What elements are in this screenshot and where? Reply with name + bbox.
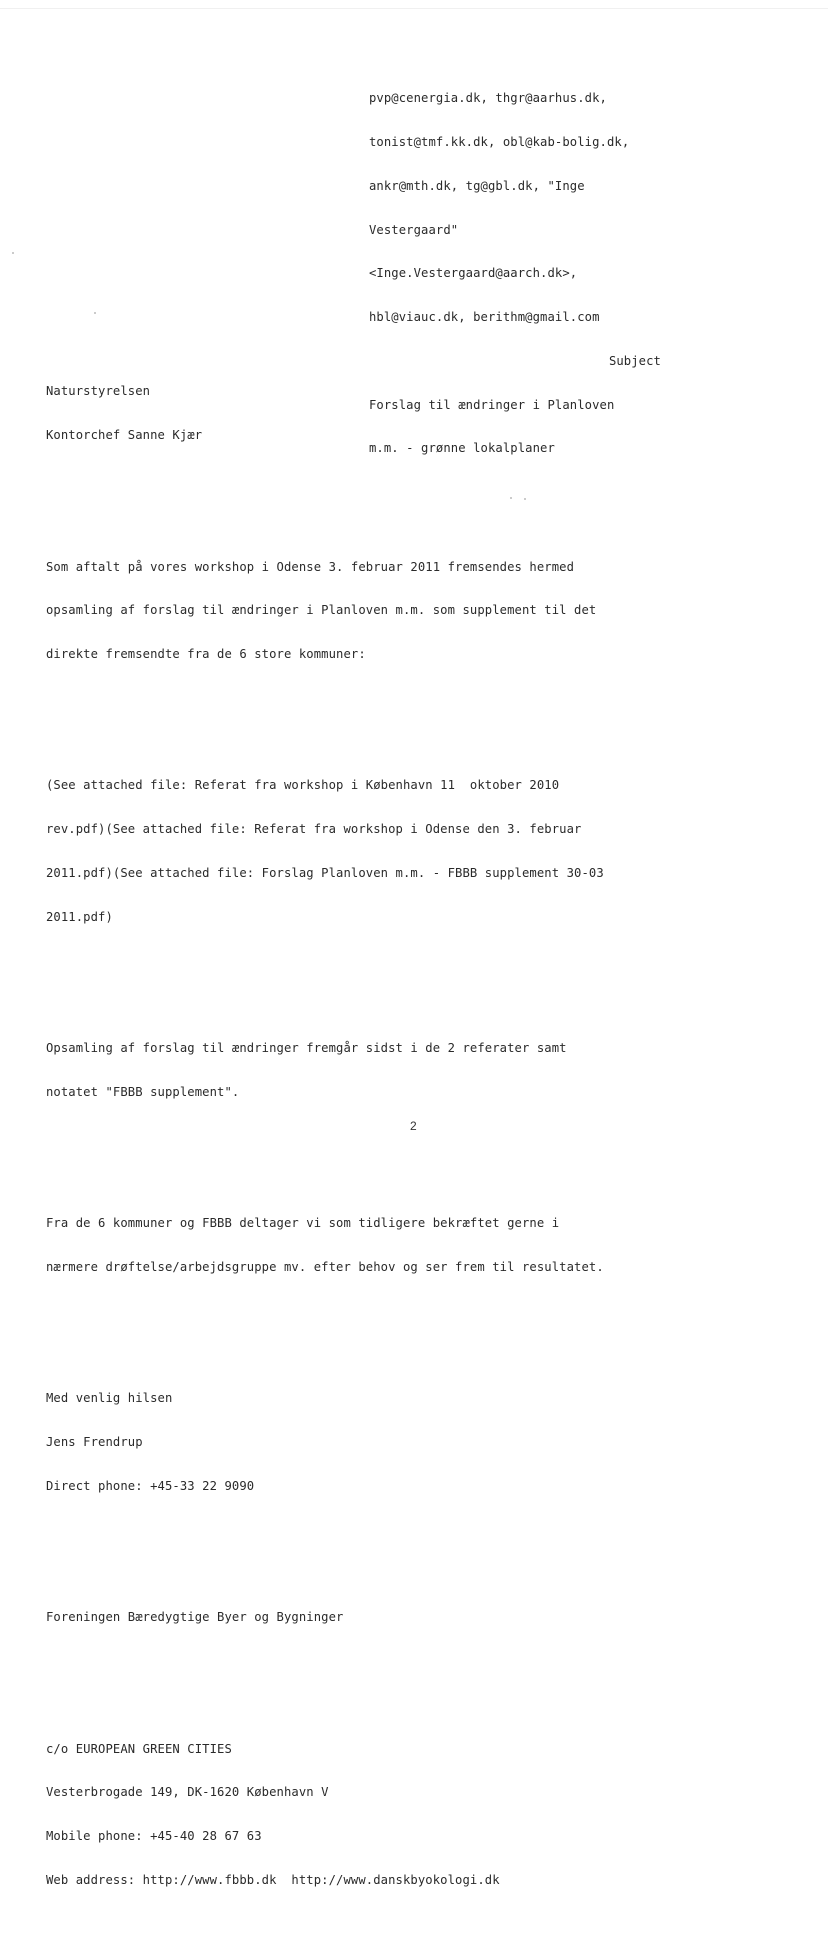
page-number: 2 <box>410 1119 417 1133</box>
scan-speck <box>94 312 96 314</box>
organization-block <box>46 1581 786 1654</box>
web-address-line: Web address: http://www.fbbb.dk http://www.danskbyokologi.dk <box>46 1872 500 1887</box>
addressee-line: Kontorchef Sanne Kjær <box>46 428 203 443</box>
subject-line: m.m. - grønne lokalplaner <box>369 441 555 456</box>
recipient-line: <Inge.Vestergaard@aarch.dk>, <box>369 266 578 281</box>
attachment-line: rev.pdf)(See attached file: Referat fra workshop i Odense den 3. februar <box>46 822 582 837</box>
summary-line: Opsamling af forslag til ændringer fremgår sidst i de 2 referater samt <box>46 1041 567 1056</box>
intro-line: opsamling af forslag til ændringer i Planloven m.m. som supplement til det <box>46 603 597 618</box>
summary-paragraph <box>46 1012 786 1129</box>
attachments-paragraph <box>46 749 786 953</box>
scan-speck <box>524 498 526 500</box>
intro-line: Som aftalt på vores workshop i Odense 3. februar 2011 fremsendes hermed <box>46 559 575 574</box>
signature-line: Direct phone: +45-33 22 9090 <box>46 1478 255 1493</box>
subject-line: Forslag til ændringer i Planloven <box>369 397 615 412</box>
address-line: c/o EUROPEAN GREEN CITIES <box>46 1741 232 1756</box>
attachment-line: 2011.pdf) <box>46 909 113 924</box>
attachment-line: 2011.pdf)(See attached file: Forslag Planloven m.m. - FBBB supplement 30-03 <box>46 865 604 880</box>
address-block <box>46 1712 786 1916</box>
scan-speck <box>510 497 512 499</box>
scan-speck <box>12 252 14 254</box>
signature-line: Med venlig hilsen <box>46 1391 173 1406</box>
participation-line: Fra de 6 kommuner og FBBB deltager vi som tidligere bekræftet gerne i <box>46 1216 560 1231</box>
intro-line: direkte fremsendte fra de 6 store kommuner: <box>46 647 366 662</box>
addressee-block <box>46 355 786 472</box>
participation-line: nærmere drøftelse/arbejdsgruppe mv. efter behov og ser frem til resultatet. <box>46 1260 604 1274</box>
attachment-line: (See attached file: Referat fra workshop i København 11 oktober 2010 <box>46 778 560 793</box>
page-edge <box>0 8 828 9</box>
address-line: Mobile phone: +45-40 28 67 63 <box>46 1829 262 1844</box>
address-line: Vesterbrogade 149, DK-1620 København V <box>46 1785 329 1800</box>
summary-line: notatet "FBBB supplement". <box>46 1084 240 1099</box>
participation-paragraph <box>46 1187 786 1304</box>
intro-paragraph <box>46 530 786 691</box>
recipient-line: Vestergaard" <box>369 222 459 237</box>
organization-name: Foreningen Bæredygtige Byer og Bygninger <box>46 1610 344 1625</box>
recipient-line: ankr@mth.dk, tg@gbl.dk, "Inge <box>369 178 585 193</box>
signature-block <box>46 1362 786 1523</box>
subject-label: Subject <box>608 353 661 368</box>
recipient-line: hbl@viauc.dk, berithm@gmail.com <box>369 310 600 325</box>
addressee-line: Naturstyrelsen <box>46 384 151 399</box>
signature-line: Jens Frendrup <box>46 1435 143 1450</box>
recipient-line: tonist@tmf.kk.dk, obl@kab-bolig.dk, <box>369 134 630 149</box>
letter-body <box>46 326 786 1946</box>
recipient-line: pvp@cenergia.dk, thgr@aarhus.dk, <box>369 91 607 106</box>
